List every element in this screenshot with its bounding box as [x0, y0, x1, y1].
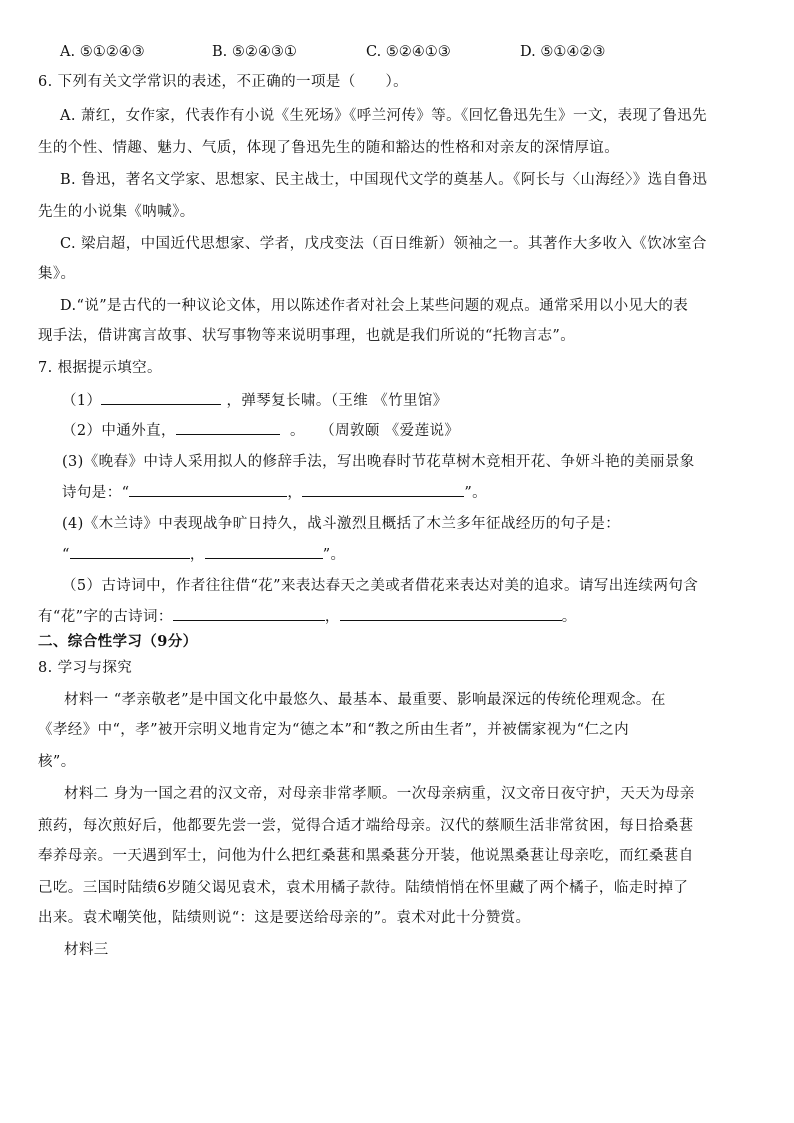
q7-item3-line2: 诗句是：“ ， ”。 [62, 482, 487, 503]
q7-item1: （1） ，弹琴复长啸。（王维 《竹里馆》 [62, 390, 448, 411]
q6-option-b-line1: B. 鲁迅，著名文学家、思想家、民主战士，中国现代文学的奠基人。《阿长与〈山海经〉》选自鲁迅 [60, 172, 708, 188]
q6-option-d-line2: 现手法，借讲寓言故事、状写事物等来说明事理，也就是我们所说的“托物言志”。 [38, 328, 576, 344]
q6-option-a-line2: 生的个性、情趣、魅力、气质，体现了鲁迅先生的随和豁达的性格和对亲友的深情厚谊。 [38, 140, 620, 156]
q7-item5-line2: 有“花”字的古诗词： ， 。 [38, 606, 577, 627]
q8-stem: 8. 学习与探究 [38, 660, 133, 676]
q8-material2-line2: 煎药，每次煎好后，他都要先尝一尝，觉得合适才端给母亲。汉代的蔡顺生活非常贫困，每日拾桑葚 [38, 818, 694, 834]
q8-material3-label: 材料三 [64, 942, 109, 958]
q7-item4-blank-1[interactable] [70, 544, 190, 559]
section2-heading: 二、综合性学习（9分） [38, 633, 198, 650]
q6-stem: 6. 下列有关文学常识的表述，不正确的一项是（ ）。 [38, 74, 408, 90]
q8-material1-line1: 材料一 “孝亲敬老”是中国文化中最悠久、最基本、最重要、影响最深远的传统伦理观念。在 [64, 692, 666, 708]
q7-item1-blank[interactable] [101, 390, 221, 405]
q7-item2: （2）中通外直， 。 （周敦颐 《爱莲说》 [62, 420, 459, 441]
q8-material1-line3: 核”。 [38, 754, 76, 770]
q5-option-d: D. ⑤①④②③ [520, 44, 606, 60]
q7-item3-blank-2[interactable] [302, 482, 464, 497]
q7-item3-blank-1[interactable] [129, 482, 287, 497]
q7-item4-line1: (4)《木兰诗》中表现战争旷日持久，战斗激烈且概括了木兰多年征战经历的句子是： [62, 516, 621, 532]
q6-option-c-line2: 集》。 [38, 266, 76, 282]
q8-material2-line5: 出来。袁术嘲笑他，陆绩则说“：这是要送给母亲的”。袁术对此十分赞赏。 [38, 910, 531, 926]
q7-item5-line1: （5）古诗词中，作者往往借“花”来表达春天之美或者借花来表达对美的追求。请写出连续两句含 [62, 578, 699, 594]
q6-option-c-line1: C. 梁启超，中国近代思想家、学者，戊戌变法（百日维新）领袖之一。其著作大多收入《饮冰室合 [60, 236, 707, 252]
q8-material2-line3: 奉养母亲。一天遇到军士，问他为什么把红桑葚和黑桑葚分开装，他说黑桑葚让母亲吃，而红桑葚自 [38, 848, 694, 864]
q6-option-a-line1: A. 萧红，女作家，代表作有小说《生死场》《呼兰河传》等。《回忆鲁迅先生》一文，表现了鲁迅先 [60, 108, 708, 124]
q5-option-b: B. ⑤②④③① [212, 44, 297, 60]
q7-item5-blank-2[interactable] [340, 606, 562, 621]
q6-option-d-line1: D.“说”是古代的一种议论文体，用以陈述作者对社会上某些问题的观点。通常采用以小见大的表 [60, 298, 689, 314]
q5-option-a: A. ⑤①②④③ [60, 44, 145, 60]
q5-option-c: C. ⑤②④①③ [366, 44, 451, 60]
q7-item4-blank-2[interactable] [205, 544, 323, 559]
q8-material2-line4: 己吃。三国时陆绩6岁随父谒见袁术，袁术用橘子款待。陆绩悄悄在怀里藏了两个橘子，临走时掉了 [38, 880, 689, 896]
q6-option-b-line2: 先生的小说集《呐喊》。 [38, 204, 195, 220]
q8-material1-line2: 《孝经》中“，孝”被开宗明义地肯定为“德之本”和“教之所由生者”，并被儒家视为“仁之内 [38, 722, 630, 738]
q7-item3-line1: (3)《晚春》中诗人采用拟人的修辞手法，写出晚春时节花草树木竞相开花、争妍斗艳的美丽景象 [62, 454, 695, 470]
q7-item4-line2: “ ， ”。 [62, 544, 345, 565]
q7-item2-blank[interactable] [176, 420, 280, 435]
q7-stem: 7. 根据提示填空。 [38, 360, 162, 376]
q8-material2-line1: 材料二 身为一国之君的汉文帝，对母亲非常孝顺。一次母亲病重，汉文帝日夜守护，天天为母亲 [64, 786, 695, 802]
q7-item5-blank-1[interactable] [173, 606, 325, 621]
